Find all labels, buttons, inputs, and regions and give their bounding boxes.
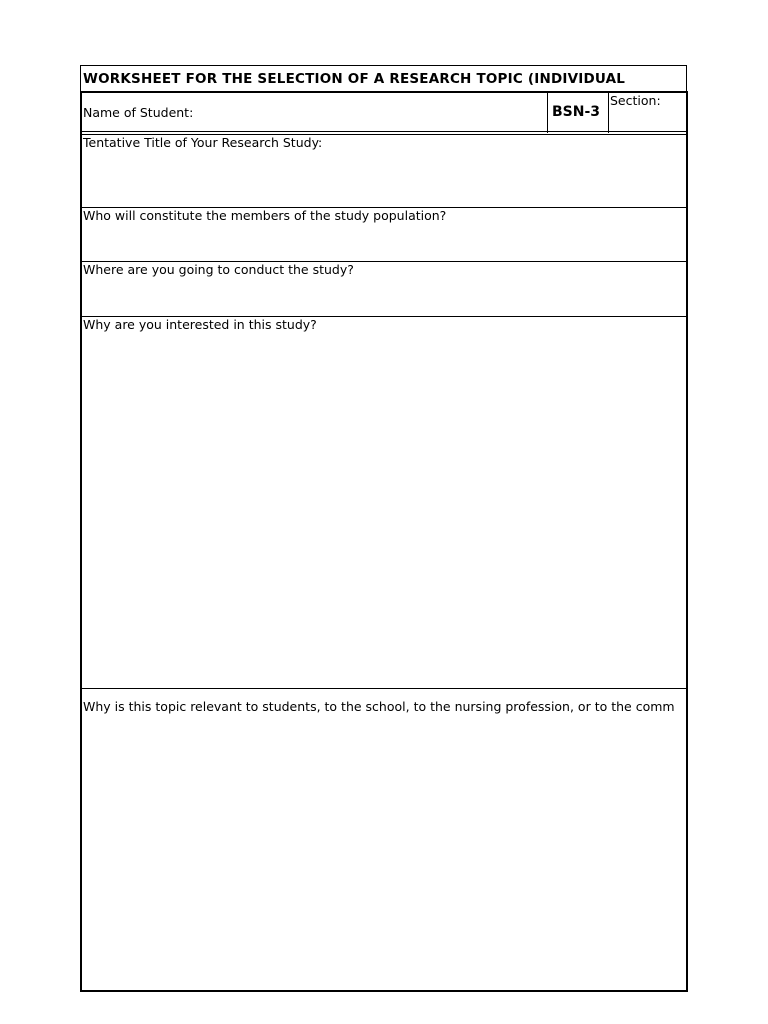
- question-label: Who will constitute the members of the study population?: [83, 208, 447, 223]
- research-title-field[interactable]: [82, 135, 686, 207]
- study-population-field[interactable]: [82, 208, 686, 261]
- worksheet-form: [80, 65, 687, 990]
- worksheet-title-row: [80, 65, 687, 92]
- section-label: Section:: [610, 93, 661, 108]
- worksheet-body: [80, 91, 688, 992]
- question-label: Why are you interested in this study?: [83, 317, 317, 332]
- topic-relevance-field[interactable]: [82, 689, 686, 989]
- name-of-student-label: Name of Student:: [83, 105, 194, 120]
- interest-reason-field[interactable]: [82, 317, 686, 688]
- question-label: Where are you going to conduct the study?: [83, 262, 354, 277]
- study-location-field[interactable]: [82, 262, 686, 316]
- section-field[interactable]: [609, 93, 686, 133]
- program-cell: [548, 93, 608, 133]
- divider: [82, 131, 686, 132]
- name-of-student-field[interactable]: [82, 93, 547, 133]
- question-label: Why is this topic relevant to students, to the school, to the nursing profession, or to the comm: [83, 699, 675, 714]
- question-label: Tentative Title of Your Research Study:: [83, 135, 323, 150]
- program-label: BSN-3: [552, 104, 601, 120]
- worksheet-title: WORKSHEET FOR THE SELECTION OF A RESEARCH TOPIC (INDIVIDUAL: [83, 71, 626, 87]
